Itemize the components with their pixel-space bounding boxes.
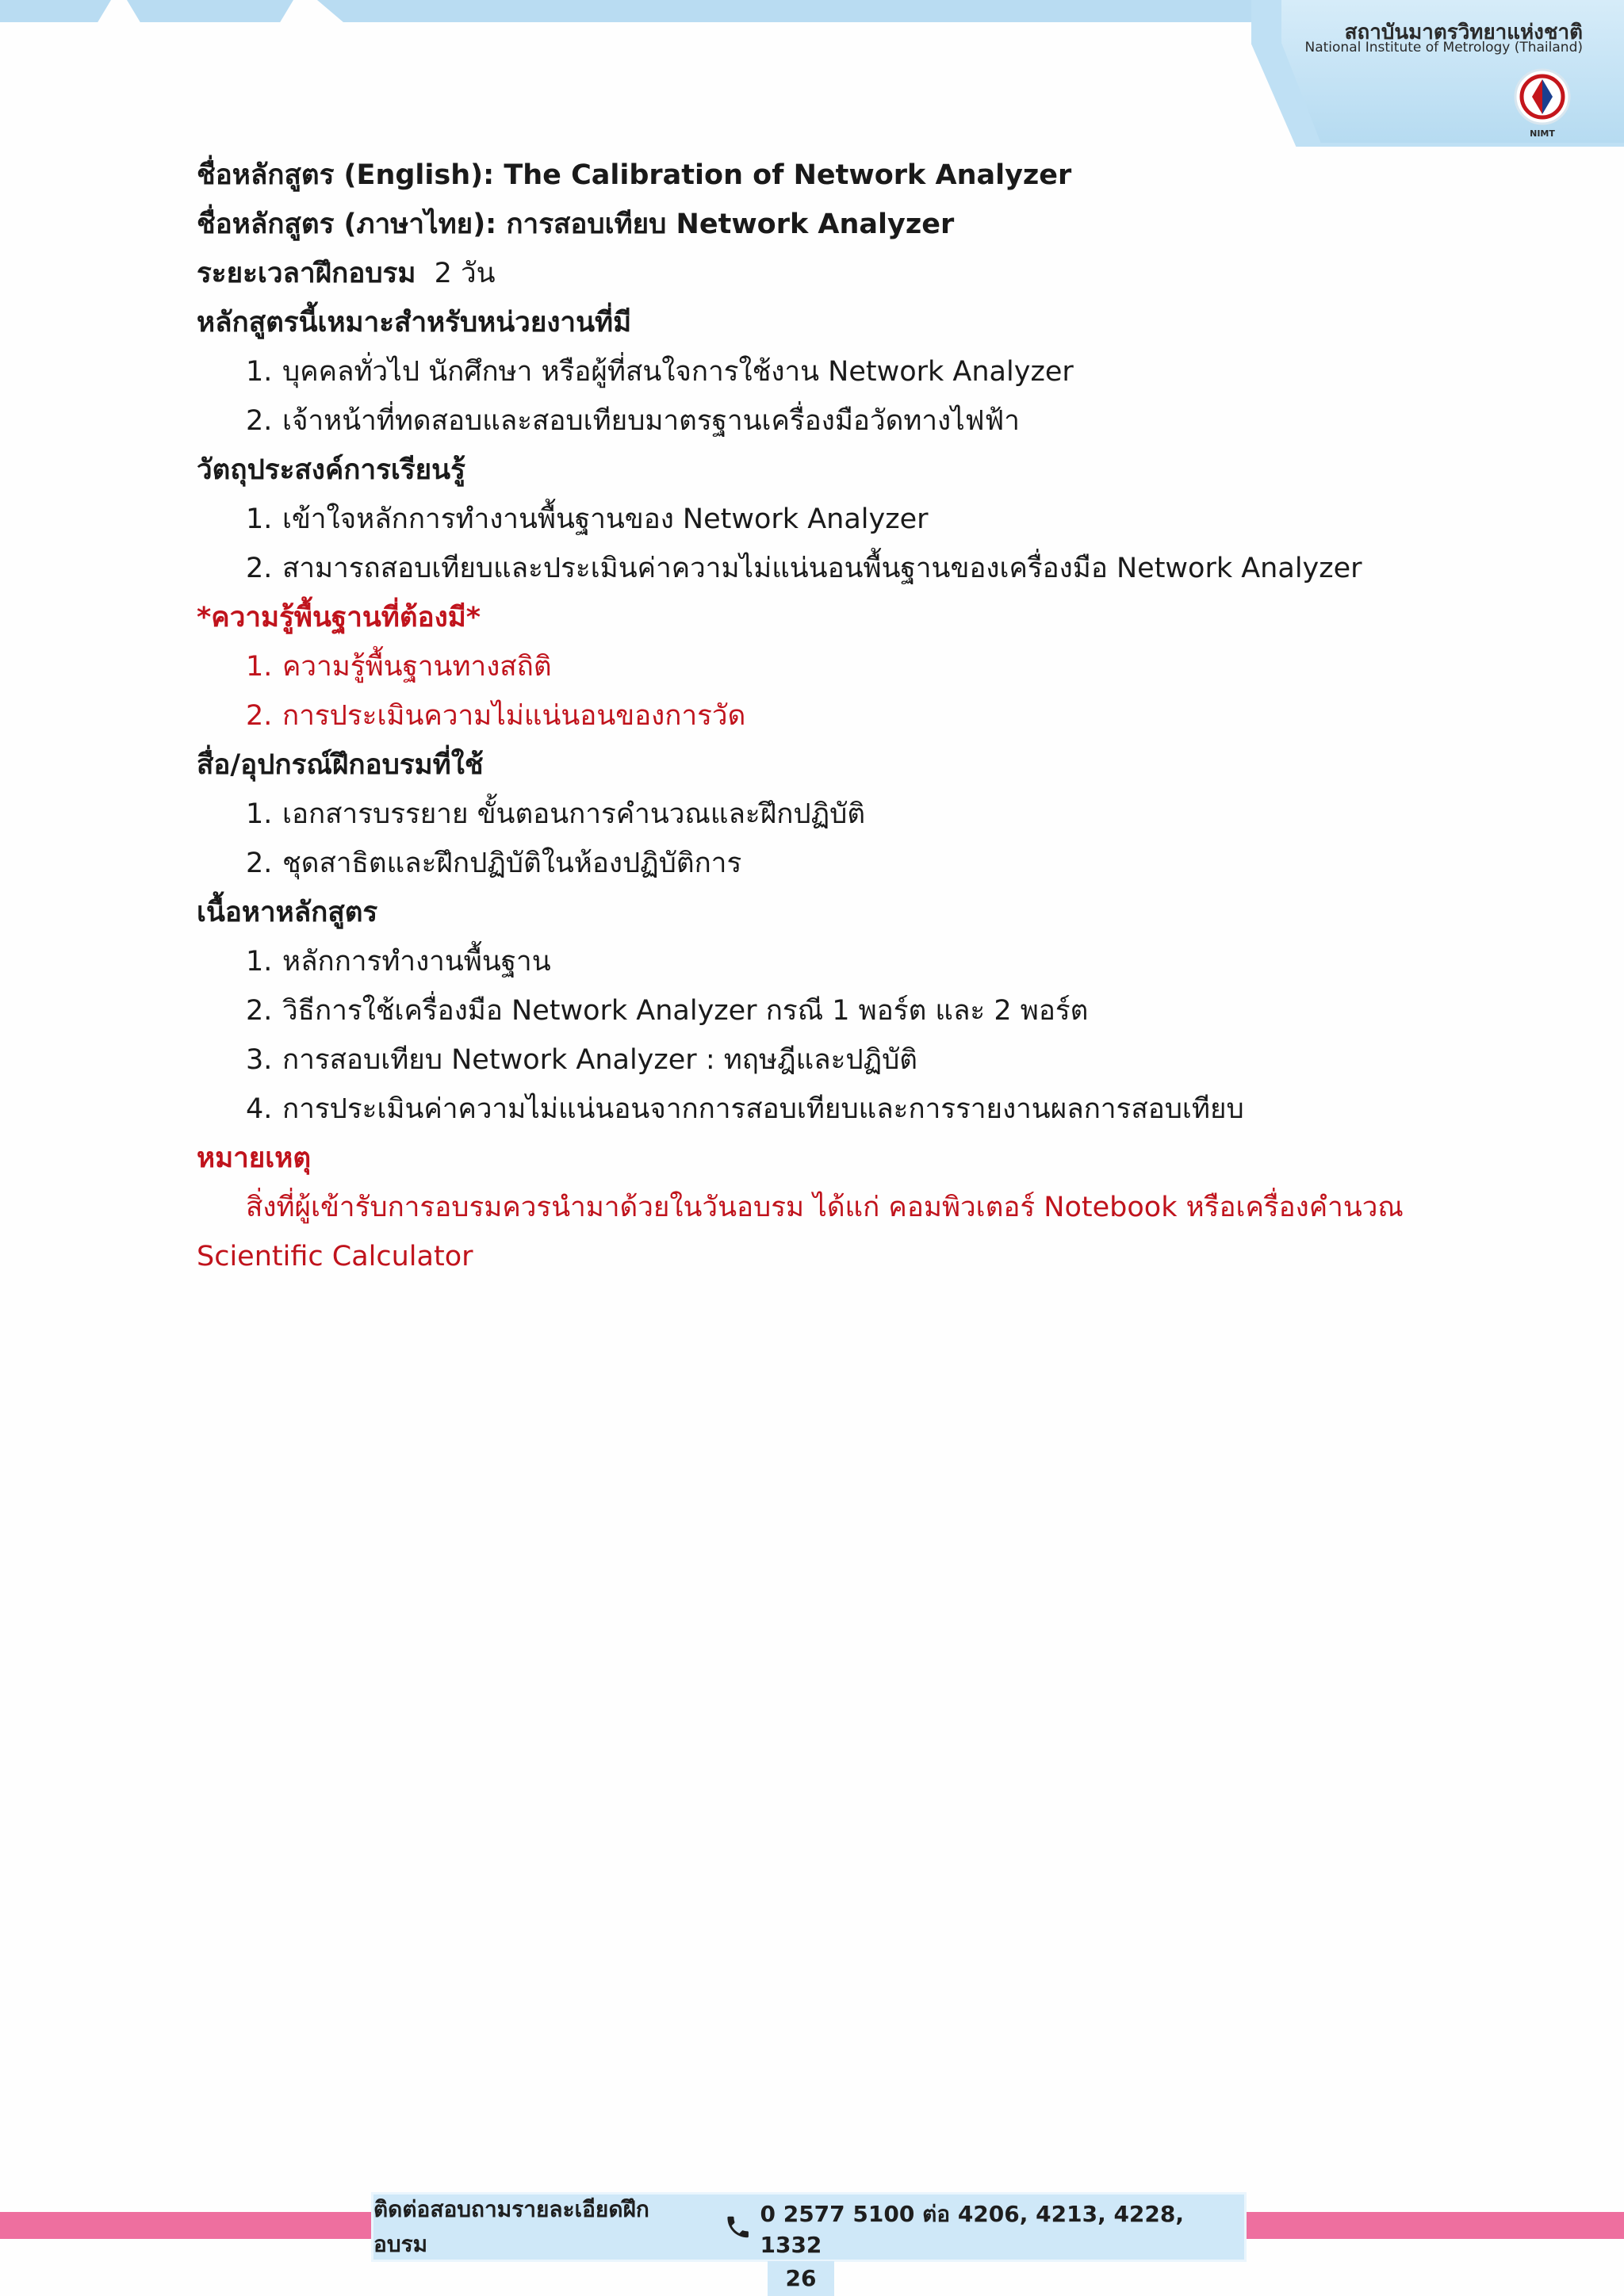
list-text: วิธีการใช้เครื่องมือ Network Analyzer กรณี 1 พอร์ต และ 2 พอร์ต [282,995,1089,1027]
phone-icon [724,2213,752,2241]
list-item [197,986,1434,1035]
list-text: เจ้าหน้าที่ทดสอบและสอบเทียบมาตรฐานเครื่องมือวัดทางไฟฟ้า [282,405,1020,437]
list-item [197,347,1434,396]
list-number: 2. [246,405,273,437]
list-text: การประเมินความไม่แน่นอนของการวัด [282,700,746,732]
nimt-logo-icon [1508,65,1576,141]
course-content [197,151,1434,1281]
list-number: 1. [246,503,273,535]
course-title-english: ชื่อหลักสูตร (English): The Calibration of Network Analyzer [197,159,1072,191]
list-item [197,544,1434,593]
list-number: 1. [246,651,273,683]
list-text: หลักการทำงานพื้นฐาน [282,946,551,978]
prerequisite-heading: *ความรู้พื้นฐานที่ต้องมี* [197,602,481,633]
list-text: การสอบเทียบ Network Analyzer : ทฤษฎีและปฏิบัติ [282,1044,918,1076]
contents-heading: เนื้อหาหลักสูตร [197,897,378,928]
list-text: ความรู้พื้นฐานทางสถิติ [282,651,552,683]
list-text: เข้าใจหลักการทำงานพื้นฐานของ Network Analyzer [282,503,929,535]
note-text-line-2: Scientific Calculator [197,1241,473,1272]
list-text: ชุดสาธิตและฝึกปฏิบัติในห้องปฏิบัติการ [282,848,742,879]
list-number: 2. [246,848,273,879]
contact-phone: 0 2577 5100 ต่อ 4206, 4213, 4228, 1332 [760,2200,1185,2258]
list-number: 1. [246,946,273,978]
duration-value: 2 วัน [434,258,496,289]
list-text: บุคคลทั่วไป นักศึกษา หรือผู้ที่สนใจการใช้งาน Network Analyzer [282,356,1074,388]
org-name-thai: สถาบันมาตรวิทยาแห่งชาติ [1344,21,1583,44]
list-item [197,1035,1434,1085]
course-duration [197,249,1434,298]
list-item [197,839,1434,888]
list-item [197,1085,1434,1134]
list-number: 1. [246,798,273,830]
list-item [197,691,1434,740]
list-number: 1. [246,356,273,388]
header-stripe-left [0,0,111,22]
list-item [197,642,1434,691]
list-text: เอกสารบรรยาย ขั้นตอนการคำนวณและฝึกปฏิบัติ [282,798,866,830]
header-stripe-middle [127,0,293,22]
footer-contact-box [371,2192,1247,2262]
list-number: 3. [246,1044,273,1076]
list-number: 2. [246,995,273,1027]
note-heading: หมายเหตุ [197,1142,312,1174]
list-item [197,790,1434,839]
list-number: 2. [246,700,273,732]
contact-label: ติดต่อสอบถามรายละเอียดฝึกอบรม [373,2196,649,2257]
list-number: 4. [246,1093,273,1125]
list-item [197,396,1434,446]
audience-heading: หลักสูตรนี้เหมาะสำหรับหน่วยงานที่มี [197,307,632,339]
course-title-thai: ชื่อหลักสูตร (ภาษาไทย): การสอบเทียบ Network Analyzer [197,209,955,240]
page-number: 26 [768,2261,834,2296]
list-item [197,495,1434,544]
objectives-heading: วัตถุประสงค์การเรียนรู้ [197,454,465,486]
list-text: สามารถสอบเทียบและประเมินค่าความไม่แน่นอนพื้นฐานของเครื่องมือ Network Analyzer [282,553,1362,584]
note-text-line-1: สิ่งที่ผู้เข้ารับการอบรมควรนำมาด้วยในวันอบรม ได้แก่ คอมพิวเตอร์ Notebook หรือเครื่องคำนวณ [246,1192,1404,1223]
list-item [197,937,1434,986]
duration-label: ระยะเวลาฝึกอบรม [197,258,416,289]
list-number: 2. [246,553,273,584]
materials-heading: สื่อ/อุปกรณ์ฝึกอบรมที่ใช้ [197,749,484,781]
logo-text: NIMT [1530,128,1555,139]
org-name-english: National Institute of Metrology (Thailand) [1304,40,1583,55]
list-text: การประเมินค่าความไม่แน่นอนจากการสอบเทียบและการรายงานผลการสอบเทียบ [282,1093,1244,1125]
